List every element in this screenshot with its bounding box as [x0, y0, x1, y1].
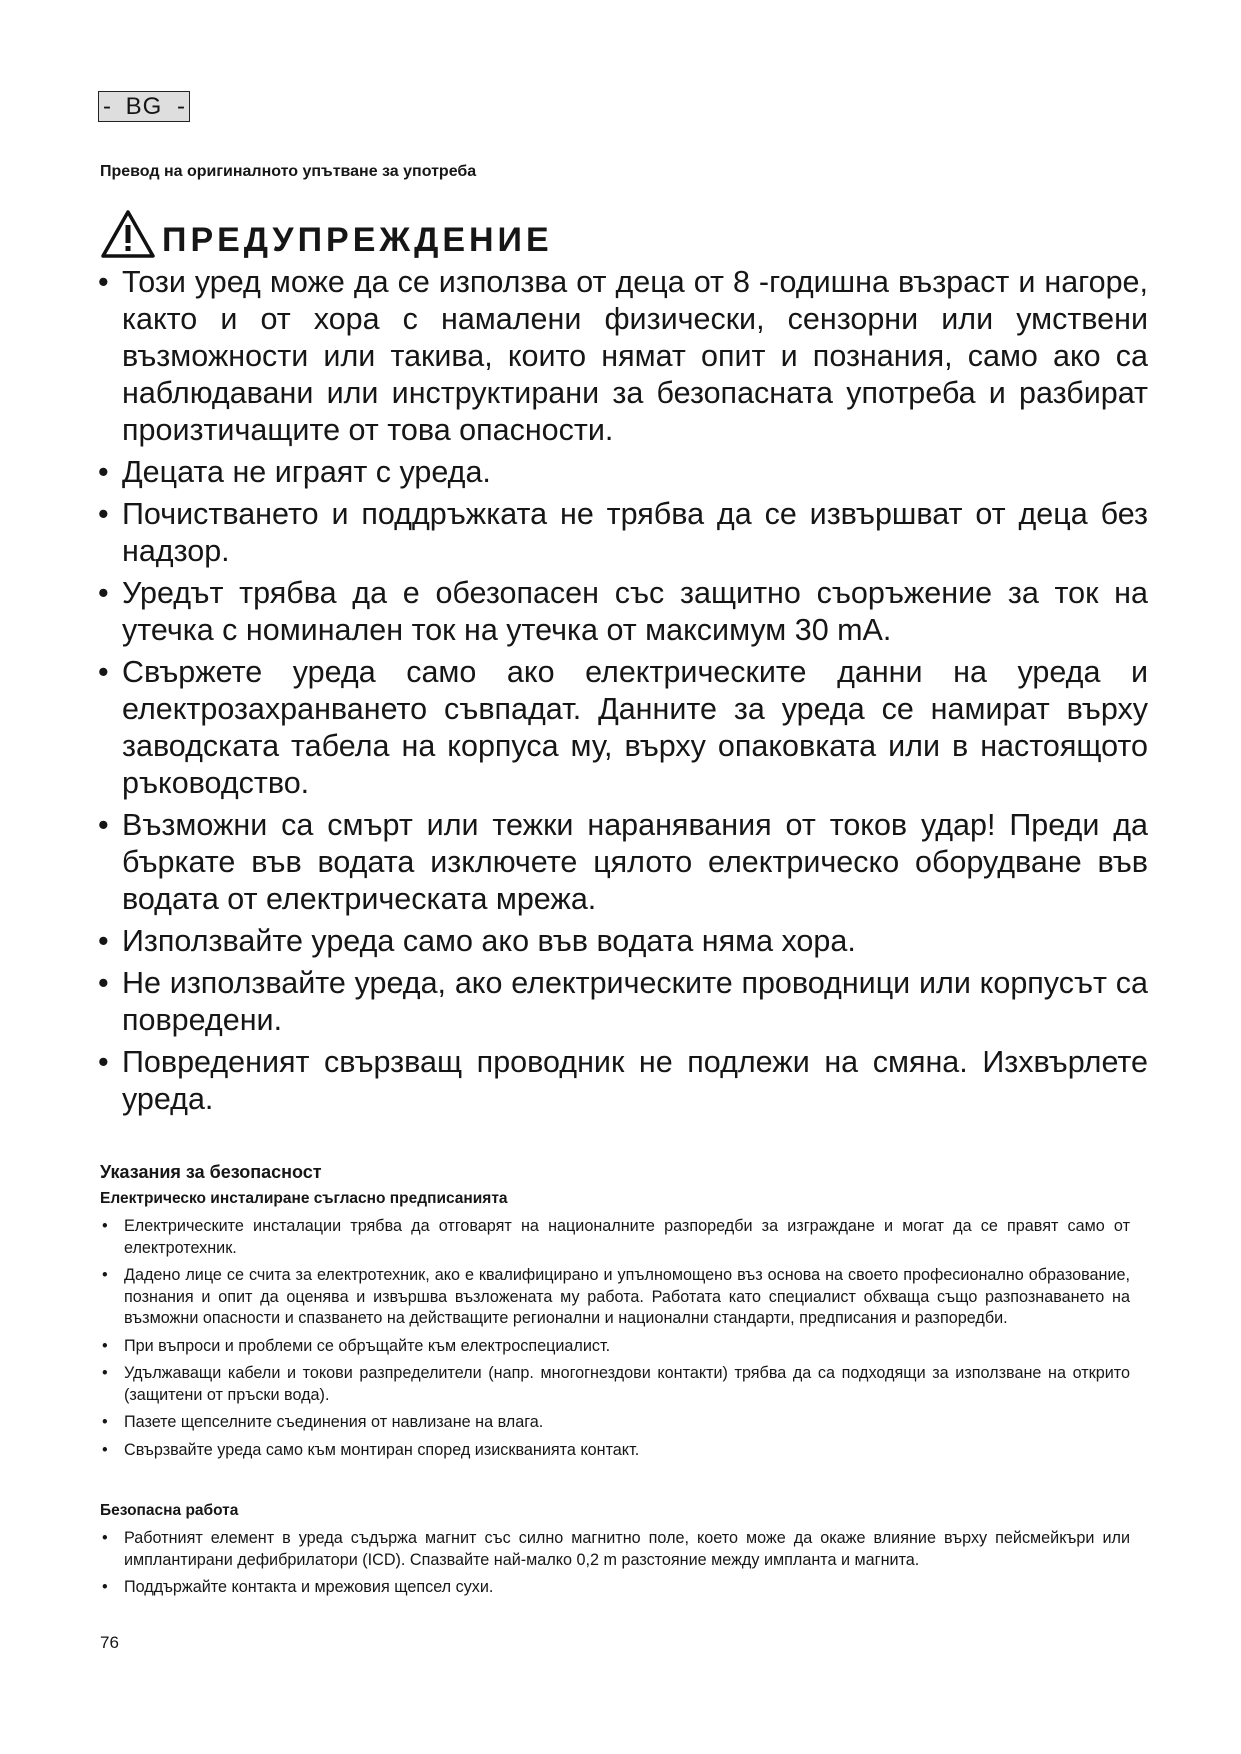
warning-heading	[100, 205, 553, 259]
electrical-item: • Дадено лице се счита за електротехник, ако е квалифицирано и упълномощено въз основа на своето професионално образование, познания и опит да оценява и извършва възложената му работа. Работата като специалист обхваща също разпознаването на възможни опасности и спазването на действащите регионални и национални стандарти, предписания и разпоредби.	[100, 1265, 1130, 1330]
language-tag	[98, 91, 190, 122]
electrical-section-title: Електрическо инсталиране съгласно предписанията	[100, 1190, 508, 1207]
safety-section-title: Указания за безопасност	[100, 1162, 322, 1182]
electrical-item: • Пазете щепселните съединения от навлизане на влага.	[100, 1412, 1130, 1434]
warning-list	[98, 264, 1148, 1123]
warning-item: • Използвайте уреда само ако във водата няма хора.	[98, 923, 1148, 960]
warning-item: • Този уред може да се използва от деца от 8 -годишна възраст и нагоре, както и от хора с намалени физически, сензорни или умствени възможности или такива, които нямат опит и познания, само ако са наблюдавани или инструктирани за безопасната употреба и разбират произтичащите от това опасности.	[98, 264, 1148, 449]
electrical-item: • Електрическите инсталации трябва да отговарят на националните разпоредби за изграждане и могат да се правят само от електротехник.	[100, 1216, 1130, 1259]
electrical-item: • При въпроси и проблеми се обръщайте към електроспециалист.	[100, 1336, 1130, 1358]
warning-triangle-icon	[100, 209, 156, 259]
warning-item: • Повреденият свързващ проводник не подлежи на смяна. Изхвърлете уреда.	[98, 1044, 1148, 1118]
warning-item: • Децата не играят с уреда.	[98, 454, 1148, 491]
electrical-item: • Свързвайте уреда само към монтиран според изискванията контакт.	[100, 1440, 1130, 1462]
warning-item: • Уредът трябва да е обезопасен със защитно съоръжение за ток на утечка с номинален ток на утечка от максимум 30 mA.	[98, 575, 1148, 649]
operation-section-title: Безопасна работа	[100, 1502, 239, 1519]
warning-title: ПРЕДУПРЕЖДЕНИЕ	[162, 221, 553, 259]
warning-item: • Свържете уреда само ако електрическите данни на уреда и електрозахранването съвпадат. Данните за уреда се намират върху заводската табела на корпуса му, върху опаковката или в настоящото ръководство.	[98, 654, 1148, 802]
operation-list	[100, 1528, 1130, 1605]
electrical-item: • Удължаващи кабели и токови разпределители (напр. многогнездови контакти) трябва да са подходящи за използване на открито (защитени от пръски вода).	[100, 1363, 1130, 1406]
language-dash-right: -	[177, 92, 185, 120]
page-number: 76	[100, 1633, 119, 1652]
language-dash-left: -	[103, 92, 111, 120]
operation-item: • Работният елемент в уреда съдържа магнит със силно магнитно поле, което може да окаже влияние върху пейсмейкъри или имплантирани дефибрилатори (ICD). Спазвайте най-малко 0,2 m разстояние между импланта и магнита.	[100, 1528, 1130, 1571]
electrical-list	[100, 1216, 1130, 1467]
operation-item: • Поддържайте контакта и мрежовия щепсел сухи.	[100, 1577, 1130, 1599]
language-code: BG	[125, 92, 163, 120]
warning-item: • Почистването и поддръжката не трябва да се извършват от деца без надзор.	[98, 496, 1148, 570]
warning-item: • Не използвайте уреда, ако електрическите проводници или корпусът са повредени.	[98, 965, 1148, 1039]
warning-item: • Възможни са смърт или тежки наранявания от токов удар! Преди да бъркате във водата изключете цялото електрическо оборудване във водата от електрическата мрежа.	[98, 807, 1148, 918]
document-subtitle: Превод на оригиналното упътване за употреба	[100, 163, 477, 180]
